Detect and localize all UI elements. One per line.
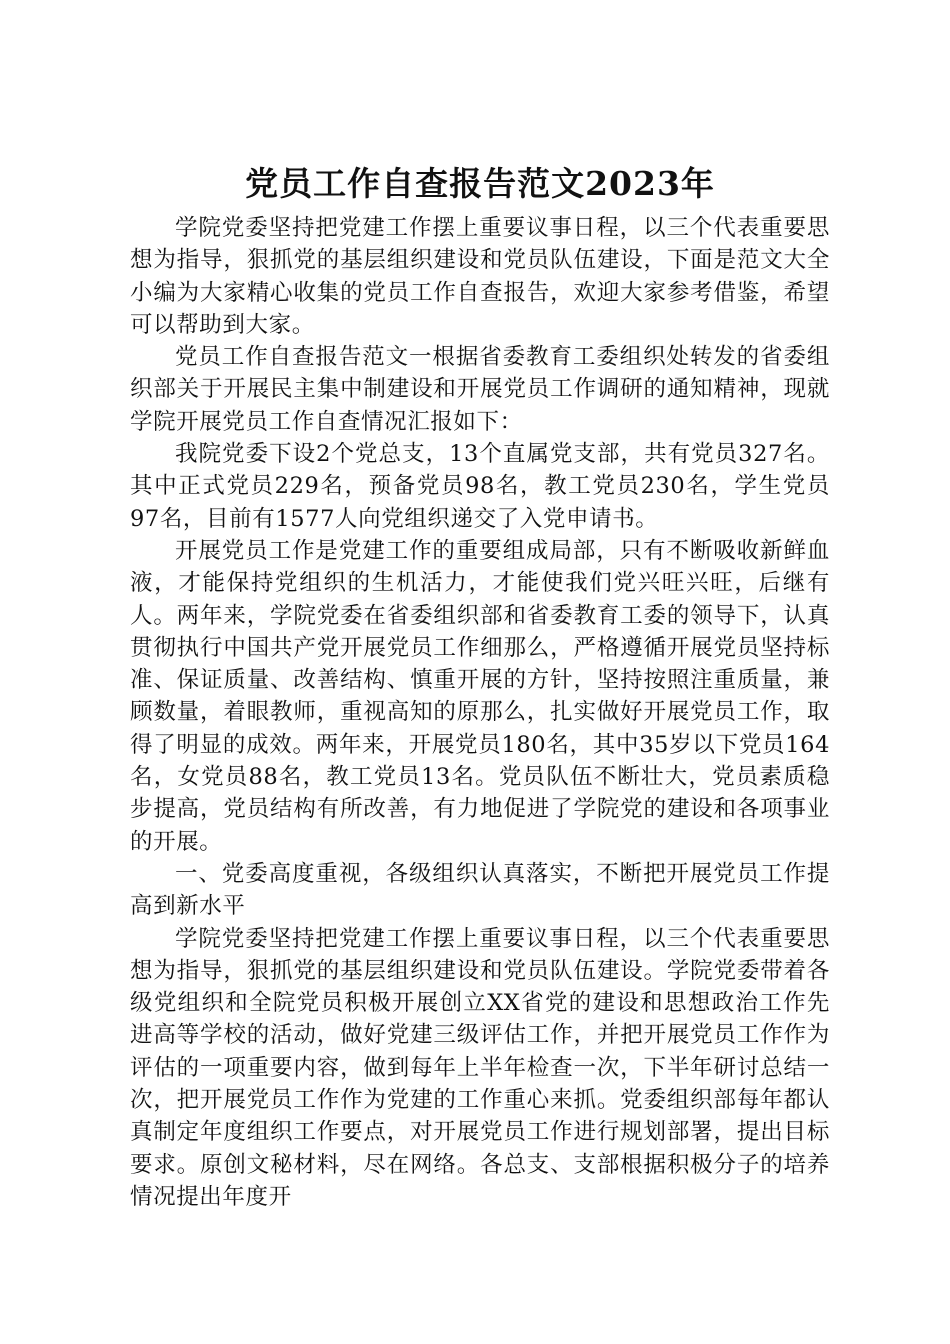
document-page bbox=[130, 160, 830, 1213]
paragraph-section-1: 学院党委坚持把党建工作摆上重要议事日程，以三个代表重要思想为指导，狠抓党的基层组织建设和党员队伍建设。学院党委带着各级党组织和全院党员积极开展创立XX省党的建设和思想政治工作先进高等学校的活动，做好党建三级评估工作，并把开展党员工作作为评估的一项重要内容，做到每年上半年检查一次，下半年研讨总结一次，把开展党员工作作为党建的工作重心来抓。党委组织部每年都认真制定年度组织工作要点，对开展党员工作进行规划部署，提出目标要求。原创文秘材料，尽在网络。各总支、支部根据积极分子的培养情况提出年度开 bbox=[130, 925, 830, 1210]
document-title: 党员工作自查报告范文2023年 bbox=[245, 164, 715, 203]
section-heading-1: 一、党委高度重视，各级组织认真落实，不断把开展党员工作提高到新水平 bbox=[130, 860, 830, 920]
paragraph-background: 党员工作自查报告范文一根据省委教育工委组织处转发的省委组织部关于开展民主集中制建设和开展党员工作调研的通知精神，现就学院开展党员工作自查情况汇报如下： bbox=[130, 344, 830, 435]
paragraph-statistics: 我院党委下设2个党总支，13个直属党支部，共有党员327名。其中正式党员229名，预备党员98名，教工党员230名，学生党员97名，目前有1577人向党组织递交了入党申请书。 bbox=[130, 441, 830, 532]
paragraph-achievements: 开展党员工作是党建工作的重要组成局部，只有不断吸收新鲜血液，才能保持党组织的生机活力，才能使我们党兴旺兴旺，后继有人。两年来，学院党委在省委组织部和省委教育工委的领导下，认真贯彻执行中国共产党开展党员工作细那么，严格遵循开展党员坚持标准、保证质量、改善结构、慎重开展的方针，坚持按照注重质量，兼顾数量，着眼教师，重视高知的原那么，扎实做好开展党员工作，取得了明显的成效。两年来，开展党员180名，其中35岁以下党员164名，女党员88名，教工党员13名。党员队伍不断壮大，党员素质稳步提高，党员结构有所改善，有力地促进了学院党的建设和各项事业的开展。 bbox=[130, 537, 830, 855]
paragraph-intro: 学院党委坚持把党建工作摆上重要议事日程，以三个代表重要思想为指导，狠抓党的基层组织建设和党员队伍建设，下面是范文大全小编为大家精心收集的党员工作自查报告，欢迎大家参考借鉴，希望可以帮助到大家。 bbox=[130, 215, 830, 338]
